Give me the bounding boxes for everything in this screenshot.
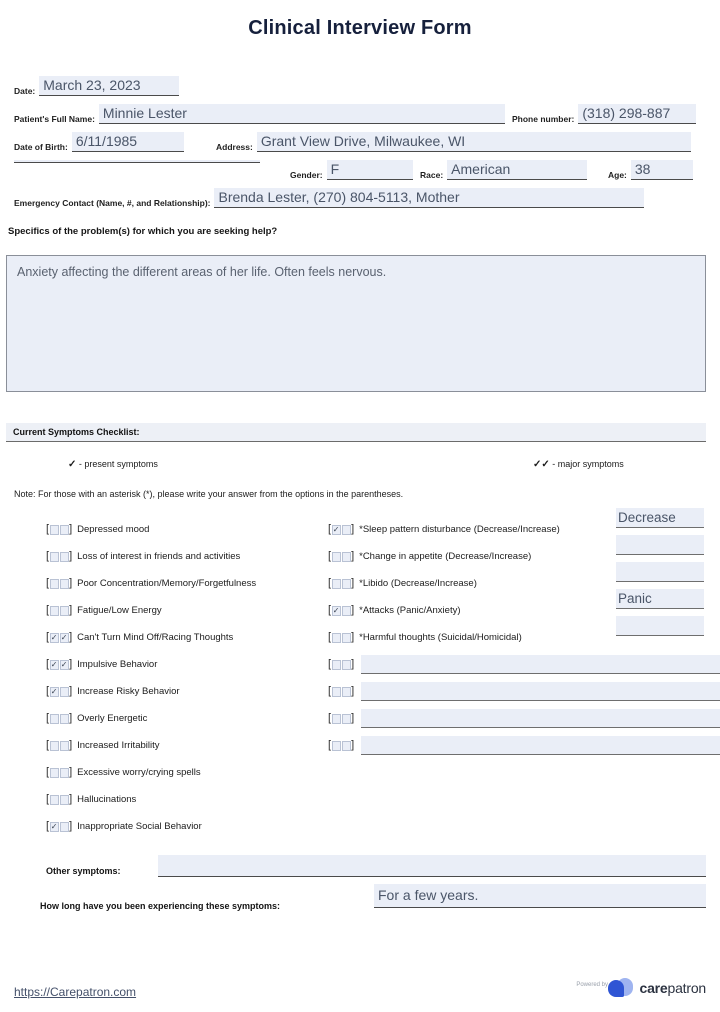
empty-slot-icon[interactable] xyxy=(342,741,351,751)
powered-by-label: Powered by xyxy=(576,982,608,988)
empty-slot-icon[interactable] xyxy=(342,687,351,697)
symptom-checkbox-left-10[interactable] xyxy=(46,794,72,805)
check-mark-icon[interactable] xyxy=(50,822,59,832)
symptom-checkbox-right-2[interactable] xyxy=(328,578,354,589)
bracket-right-icon: ] xyxy=(351,550,355,562)
asterisk-note: Note: For those with an asterisk (*), please write your answer from the options in the parentheses. xyxy=(14,489,404,499)
symptom-answer-input-1[interactable] xyxy=(616,535,704,555)
symptom-answer-input-0[interactable]: Decrease xyxy=(616,508,704,528)
full-name-label: Patient's Full Name: xyxy=(14,114,95,124)
bracket-left-icon: [ xyxy=(328,550,332,562)
dob-row xyxy=(14,132,184,152)
empty-slot-icon[interactable] xyxy=(60,714,69,724)
symptom-row-left[interactable] xyxy=(46,543,256,570)
symptom-label: Excessive worry/crying spells xyxy=(77,767,201,778)
empty-slot-icon[interactable] xyxy=(332,579,341,589)
check-mark-icon[interactable] xyxy=(60,633,69,643)
age-label: Age: xyxy=(608,170,627,180)
empty-slot-icon[interactable] xyxy=(60,687,69,697)
symptom-label: Depressed mood xyxy=(77,524,150,535)
check-mark-icon[interactable] xyxy=(50,687,59,697)
bracket-right-icon: ] xyxy=(69,766,73,778)
empty-slot-icon[interactable] xyxy=(60,579,69,589)
empty-slot-icon[interactable] xyxy=(60,741,69,751)
symptom-row-right[interactable] xyxy=(328,705,720,732)
symptom-checkbox-right-1[interactable] xyxy=(328,551,354,562)
problem-answer-textarea[interactable]: Anxiety affecting the different areas of her life. Often feels nervous. xyxy=(6,255,706,392)
symptom-checkbox-right-5[interactable] xyxy=(328,659,354,670)
symptom-row-left[interactable] xyxy=(46,570,256,597)
symptom-checkbox-left-9[interactable] xyxy=(46,767,72,778)
symptom-checkbox-left-5[interactable] xyxy=(46,659,72,670)
symptom-label: Hallucinations xyxy=(77,794,137,805)
duration-label: How long have you been experiencing these symptoms: xyxy=(40,901,281,911)
full-name-row xyxy=(14,104,505,124)
date-label: Date: xyxy=(14,86,36,96)
blank-symptom-input[interactable] xyxy=(361,655,720,674)
bracket-right-icon: ] xyxy=(69,577,73,589)
bracket-right-icon: ] xyxy=(351,712,355,724)
blank-symptom-input[interactable] xyxy=(361,709,720,728)
blank-extra-input[interactable] xyxy=(14,160,260,163)
emergency-contact-label: Emergency Contact (Name, #, and Relationship): xyxy=(14,198,211,208)
empty-slot-icon[interactable] xyxy=(60,768,69,778)
symptom-checkbox-right-3[interactable] xyxy=(328,605,354,616)
empty-slot-icon[interactable] xyxy=(342,579,351,589)
bracket-left-icon: [ xyxy=(328,604,332,616)
bracket-right-icon: ] xyxy=(69,820,73,832)
symptom-checkbox-left-11[interactable] xyxy=(46,821,72,832)
bracket-right-icon: ] xyxy=(351,658,355,670)
symptom-answer-input-2[interactable] xyxy=(616,562,704,582)
blank-symptom-input[interactable] xyxy=(361,682,720,701)
symptom-checkbox-right-8[interactable] xyxy=(328,740,354,751)
symptoms-checklist-title: Current Symptoms Checklist: xyxy=(13,427,140,437)
check-mark-icon[interactable] xyxy=(332,606,341,616)
other-symptoms-input[interactable] xyxy=(158,855,706,877)
bracket-left-icon: [ xyxy=(328,523,332,535)
symptom-row-left[interactable] xyxy=(46,759,256,786)
symptom-row-left[interactable] xyxy=(46,813,256,840)
patient-header xyxy=(0,56,720,206)
gender-row xyxy=(290,160,413,180)
symptom-row-left[interactable] xyxy=(46,624,256,651)
symptom-checkbox-left-4[interactable] xyxy=(46,632,72,643)
empty-slot-icon[interactable] xyxy=(342,606,351,616)
empty-slot-icon[interactable] xyxy=(50,714,59,724)
bracket-left-icon: [ xyxy=(46,604,50,616)
symptom-row-right[interactable] xyxy=(328,651,720,678)
empty-slot-icon[interactable] xyxy=(342,633,351,643)
bracket-left-icon: [ xyxy=(46,766,50,778)
date-input[interactable]: March 23, 2023 xyxy=(39,76,179,96)
bracket-right-icon: ] xyxy=(69,550,73,562)
empty-slot-icon[interactable] xyxy=(50,795,59,805)
empty-slot-icon[interactable] xyxy=(342,714,351,724)
symptom-label: *Sleep pattern disturbance (Decrease/Increase) xyxy=(359,524,560,535)
symptom-checkbox-right-6[interactable] xyxy=(328,686,354,697)
bracket-left-icon: [ xyxy=(46,685,50,697)
symptom-label: *Attacks (Panic/Anxiety) xyxy=(359,605,461,616)
symptom-row-right[interactable] xyxy=(328,678,720,705)
date-row xyxy=(14,76,179,96)
symptom-checkbox-left-8[interactable] xyxy=(46,740,72,751)
symptom-label: *Change in appetite (Decrease/Increase) xyxy=(359,551,532,562)
duration-input[interactable]: For a few years. xyxy=(374,884,706,908)
full-name-input[interactable]: Minnie Lester xyxy=(99,104,505,124)
bracket-left-icon: [ xyxy=(46,739,50,751)
bracket-left-icon: [ xyxy=(328,739,332,751)
bracket-left-icon: [ xyxy=(46,577,50,589)
symptom-row-left[interactable] xyxy=(46,786,256,813)
brand-light: patron xyxy=(667,979,706,996)
address-row xyxy=(216,132,691,152)
empty-slot-icon[interactable] xyxy=(60,525,69,535)
empty-slot-icon[interactable] xyxy=(60,552,69,562)
bracket-right-icon: ] xyxy=(351,631,355,643)
check-mark-icon[interactable] xyxy=(50,660,59,670)
legend-present-text: - present symptoms xyxy=(78,459,158,469)
carepatron-logo xyxy=(608,978,706,997)
carepatron-wordmark xyxy=(639,980,706,996)
legend-major xyxy=(533,459,624,470)
blank-extra-row xyxy=(14,160,260,163)
symptom-checkbox-right-4[interactable] xyxy=(328,632,354,643)
bracket-right-icon: ] xyxy=(351,604,355,616)
bracket-left-icon: [ xyxy=(46,550,50,562)
empty-slot-icon[interactable] xyxy=(332,687,341,697)
empty-slot-icon[interactable] xyxy=(50,606,59,616)
symptom-answer-input-3[interactable]: Panic xyxy=(616,589,704,609)
gender-input[interactable]: F xyxy=(327,160,413,180)
symptom-row-left[interactable] xyxy=(46,597,256,624)
gender-label: Gender: xyxy=(290,170,323,180)
bracket-left-icon: [ xyxy=(46,793,50,805)
check-mark-icon[interactable] xyxy=(50,633,59,643)
symptom-label: Increase Risky Behavior xyxy=(77,686,180,697)
race-label: Race: xyxy=(420,170,444,180)
symptom-label: Increased Irritability xyxy=(77,740,160,751)
bracket-right-icon: ] xyxy=(69,739,73,751)
carepatron-mark-icon xyxy=(608,978,634,997)
bracket-left-icon: [ xyxy=(46,658,50,670)
symptom-answer-input-4[interactable] xyxy=(616,616,704,636)
bracket-right-icon: ] xyxy=(351,523,355,535)
symptom-label: Impulsive Behavior xyxy=(77,659,158,670)
bracket-right-icon: ] xyxy=(351,577,355,589)
dob-label: Date of Birth: xyxy=(14,142,68,152)
age-input[interactable]: 38 xyxy=(631,160,693,180)
bracket-right-icon: ] xyxy=(69,523,73,535)
empty-slot-icon[interactable] xyxy=(50,579,59,589)
symptom-label: Loss of interest in friends and activities xyxy=(77,551,241,562)
bracket-left-icon: [ xyxy=(328,631,332,643)
brand-bold: care xyxy=(639,979,668,996)
bracket-right-icon: ] xyxy=(69,685,73,697)
problem-question-label: Specifics of the problem(s) for which you are seeking help? xyxy=(8,226,278,237)
carepatron-url-link[interactable]: https://Carepatron.com xyxy=(14,985,137,999)
symptom-checkbox-right-7[interactable] xyxy=(328,713,354,724)
symptom-row-left[interactable] xyxy=(46,516,256,543)
symptoms-left-column xyxy=(46,516,256,840)
empty-slot-icon[interactable] xyxy=(332,741,341,751)
bracket-right-icon: ] xyxy=(69,793,73,805)
empty-slot-icon[interactable] xyxy=(50,768,59,778)
legend-major-text: - major symptoms xyxy=(552,459,624,469)
bracket-right-icon: ] xyxy=(69,604,73,616)
symptom-label: *Harmful thoughts (Suicidal/Homicidal) xyxy=(359,632,522,643)
symptom-label: Poor Concentration/Memory/Forgetfulness xyxy=(77,578,257,589)
legend-present-check-icon: ✓ xyxy=(68,459,77,470)
age-row xyxy=(608,160,693,180)
empty-slot-icon[interactable] xyxy=(342,525,351,535)
legend-present xyxy=(68,459,158,470)
dob-input[interactable]: 6/11/1985 xyxy=(72,132,184,152)
symptom-checkbox-left-1[interactable] xyxy=(46,551,72,562)
bracket-right-icon: ] xyxy=(69,712,73,724)
symptom-checkbox-left-7[interactable] xyxy=(46,713,72,724)
empty-slot-icon[interactable] xyxy=(332,660,341,670)
symptom-row-left[interactable] xyxy=(46,651,256,678)
symptom-row-left[interactable] xyxy=(46,732,256,759)
other-symptoms-label: Other symptoms: xyxy=(46,866,121,876)
empty-slot-icon[interactable] xyxy=(332,714,341,724)
symptom-checkbox-left-6[interactable] xyxy=(46,686,72,697)
symptom-label: Inappropriate Social Behavior xyxy=(77,821,202,832)
empty-slot-icon[interactable] xyxy=(332,633,341,643)
symptom-row-right[interactable] xyxy=(328,732,720,759)
symptom-checkbox-left-3[interactable] xyxy=(46,605,72,616)
bracket-left-icon: [ xyxy=(328,658,332,670)
bracket-left-icon: [ xyxy=(46,820,50,832)
race-row xyxy=(420,160,587,180)
emergency-contact-input[interactable]: Brenda Lester, (270) 804-5113, Mother xyxy=(214,188,644,208)
check-mark-icon[interactable] xyxy=(332,525,341,535)
empty-slot-icon[interactable] xyxy=(342,552,351,562)
emergency-contact-row xyxy=(14,188,644,208)
phone-row xyxy=(512,104,696,124)
empty-slot-icon[interactable] xyxy=(60,606,69,616)
empty-slot-icon[interactable] xyxy=(50,525,59,535)
symptom-checkbox-left-2[interactable] xyxy=(46,578,72,589)
symptom-checkbox-right-0[interactable] xyxy=(328,524,354,535)
symptom-row-left[interactable] xyxy=(46,705,256,732)
symptom-label: *Libido (Decrease/Increase) xyxy=(359,578,477,589)
race-input[interactable]: American xyxy=(447,160,587,180)
check-mark-icon[interactable] xyxy=(60,660,69,670)
blank-symptom-input[interactable] xyxy=(361,736,720,755)
bracket-left-icon: [ xyxy=(328,712,332,724)
phone-label: Phone number: xyxy=(512,114,575,124)
empty-slot-icon[interactable] xyxy=(342,660,351,670)
bracket-left-icon: [ xyxy=(46,631,50,643)
page-title: Clinical Interview Form xyxy=(248,17,472,39)
symptoms-checklist-band xyxy=(6,423,706,442)
empty-slot-icon[interactable] xyxy=(50,552,59,562)
bracket-left-icon: [ xyxy=(328,577,332,589)
empty-slot-icon[interactable] xyxy=(60,822,69,832)
empty-slot-icon[interactable] xyxy=(332,552,341,562)
bracket-left-icon: [ xyxy=(46,523,50,535)
empty-slot-icon[interactable] xyxy=(50,741,59,751)
legend-major-check-icon: ✓✓ xyxy=(533,459,550,470)
bracket-right-icon: ] xyxy=(351,685,355,697)
phone-input[interactable]: (318) 298-887 xyxy=(578,104,696,124)
address-label: Address: xyxy=(216,142,253,152)
bracket-right-icon: ] xyxy=(69,631,73,643)
bracket-left-icon: [ xyxy=(328,685,332,697)
address-input[interactable]: Grant View Drive, Milwaukee, WI xyxy=(257,132,691,152)
empty-slot-icon[interactable] xyxy=(60,795,69,805)
symptom-label: Fatigue/Low Energy xyxy=(77,605,162,616)
symptom-label: Can't Turn Mind Off/Racing Thoughts xyxy=(77,632,234,643)
symptom-row-left[interactable] xyxy=(46,678,256,705)
symptom-checkbox-left-0[interactable] xyxy=(46,524,72,535)
bracket-right-icon: ] xyxy=(351,739,355,751)
symptom-label: Overly Energetic xyxy=(77,713,148,724)
bracket-right-icon: ] xyxy=(69,658,73,670)
bracket-left-icon: [ xyxy=(46,712,50,724)
